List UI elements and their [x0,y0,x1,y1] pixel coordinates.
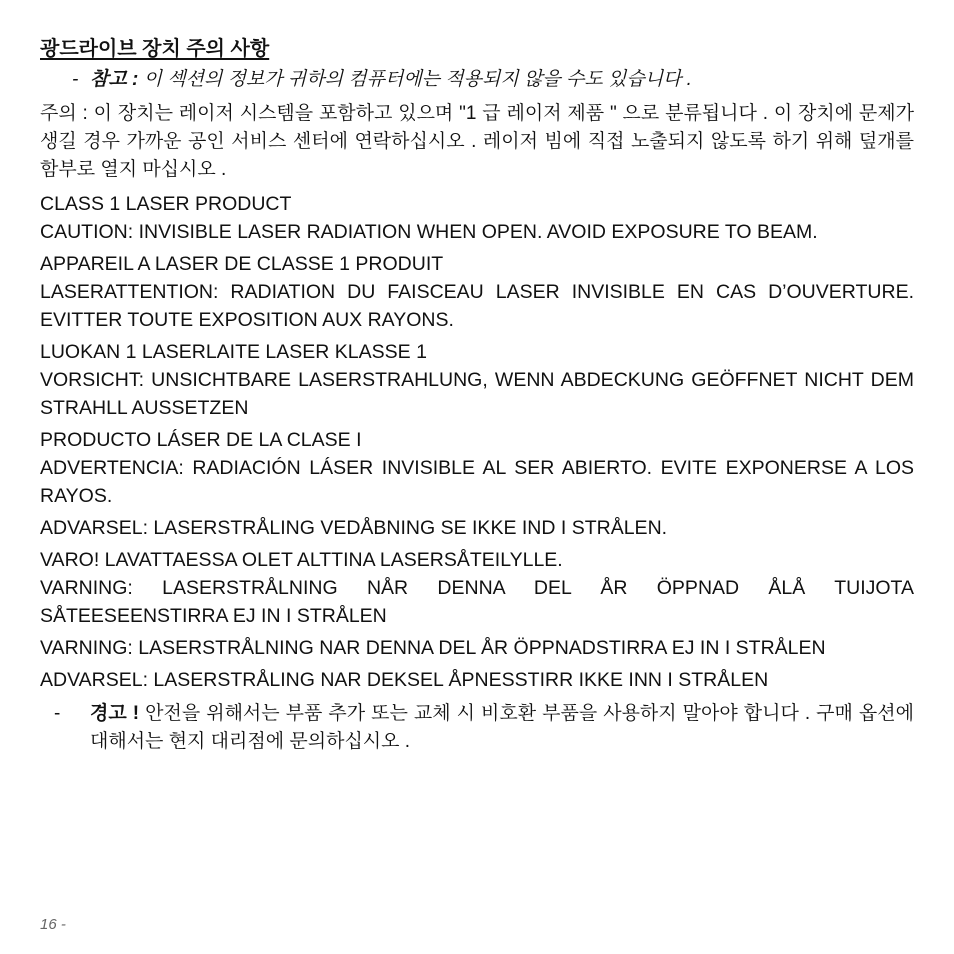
warning-text: 안전을 위해서는 부품 추가 또는 교체 시 비호환 부품을 사용하지 말아야 합니다 . 구매 옵션에 대해서는 현지 대리점에 문의하십시오 . [90,703,914,752]
laser-block-title: PRODUCTO LÁSER DE LA CLASE I [40,429,362,451]
laser-block-body: CAUTION: INVISIBLE LASER RADIATION WHEN OPEN. AVOID EXPOSURE TO BEAM. [40,221,818,243]
laser-block-title: ADVARSEL: LASERSTRÅLING NAR DEKSEL ÅPNESSTIRR IKKE INN I STRÅLEN [40,669,769,691]
laser-block-title: CLASS 1 LASER PRODUCT [40,193,292,215]
laser-block-title: APPAREIL A LASER DE CLASSE 1 PRODUIT [40,253,444,275]
laser-block-no [40,666,914,694]
note-text: 이 섹션의 정보가 귀하의 컴퓨터에는 적용되지 않을 수도 있습니다 . [138,69,692,90]
laser-block-title: ADVARSEL: LASERSTRÅLING VEDÅBNING SE IKKE IND I STRÅLEN. [40,517,668,539]
laser-block-en [40,190,914,246]
laser-block-fr [40,250,914,334]
laser-block-sv [40,634,914,662]
note-label: 참고 : [90,69,139,90]
laser-block-fi-de [40,338,914,422]
warning-label: 경고 ! [90,703,140,724]
warning-dash: - [54,703,61,724]
laser-block-body: LASERATTENTION: RADIATION DU FAISCEAU LASER INVISIBLE EN CAS D’OUVERTURE. EVITTER TOUTE EXPOSITION AUX RAYONS. [40,281,914,331]
laser-block-body: VORSICHT: UNSICHTBARE LASERSTRAHLUNG, WENN ABDECKUNG GEÖFFNET NICHT DEM STRAHLL AUSSETZEN [40,369,914,419]
laser-block-body: ADVERTENCIA: RADIACIÓN LÁSER INVISIBLE AL SER ABIERTO. EVITE EXPONERSE A LOS RAYOS. [40,457,914,507]
laser-block-da [40,514,914,542]
korean-caution-paragraph: 주의 : 이 장치는 레이저 시스템을 포함하고 있으며 "1 급 레이저 제품 " 으로 분류됩니다 . 이 장치에 문제가 생길 경우 가까운 공인 서비스 센터에 연락하십시오 . 레이저 빔에 직접 노출되지 않도록 하기 위해 덮개를 함부로 열지 마십시오 . [40,103,914,180]
laser-block-body: VARNING: LASERSTRÅLNING NÅR DENNA DEL ÅR ÖPPNAD ÅLÅ TUIJOTA SÅTEESEENSTIRRA EJ IN I STRÅLEN [40,577,914,627]
laser-block-es [40,426,914,510]
laser-block-title: VARO! LAVATTAESSA OLET ALTTINA LASERSÅTEILYLLE. [40,549,563,571]
laser-block-fi-sv [40,546,914,630]
warning-note [54,700,914,756]
document-page [40,36,914,756]
note-dash: - [72,69,79,90]
laser-block-body: VARNING: LASERSTRÅLNING NAR DENNA DEL ÅR ÖPPNADSTIRRA EJ IN I STRÅLEN [40,637,826,659]
page-title: 광드라이브 장치 주의 사항 [40,38,270,60]
page-number: 16 - [40,916,66,933]
laser-block-title: LUOKAN 1 LASERLAITE LASER KLASSE 1 [40,341,427,363]
note [72,66,914,94]
